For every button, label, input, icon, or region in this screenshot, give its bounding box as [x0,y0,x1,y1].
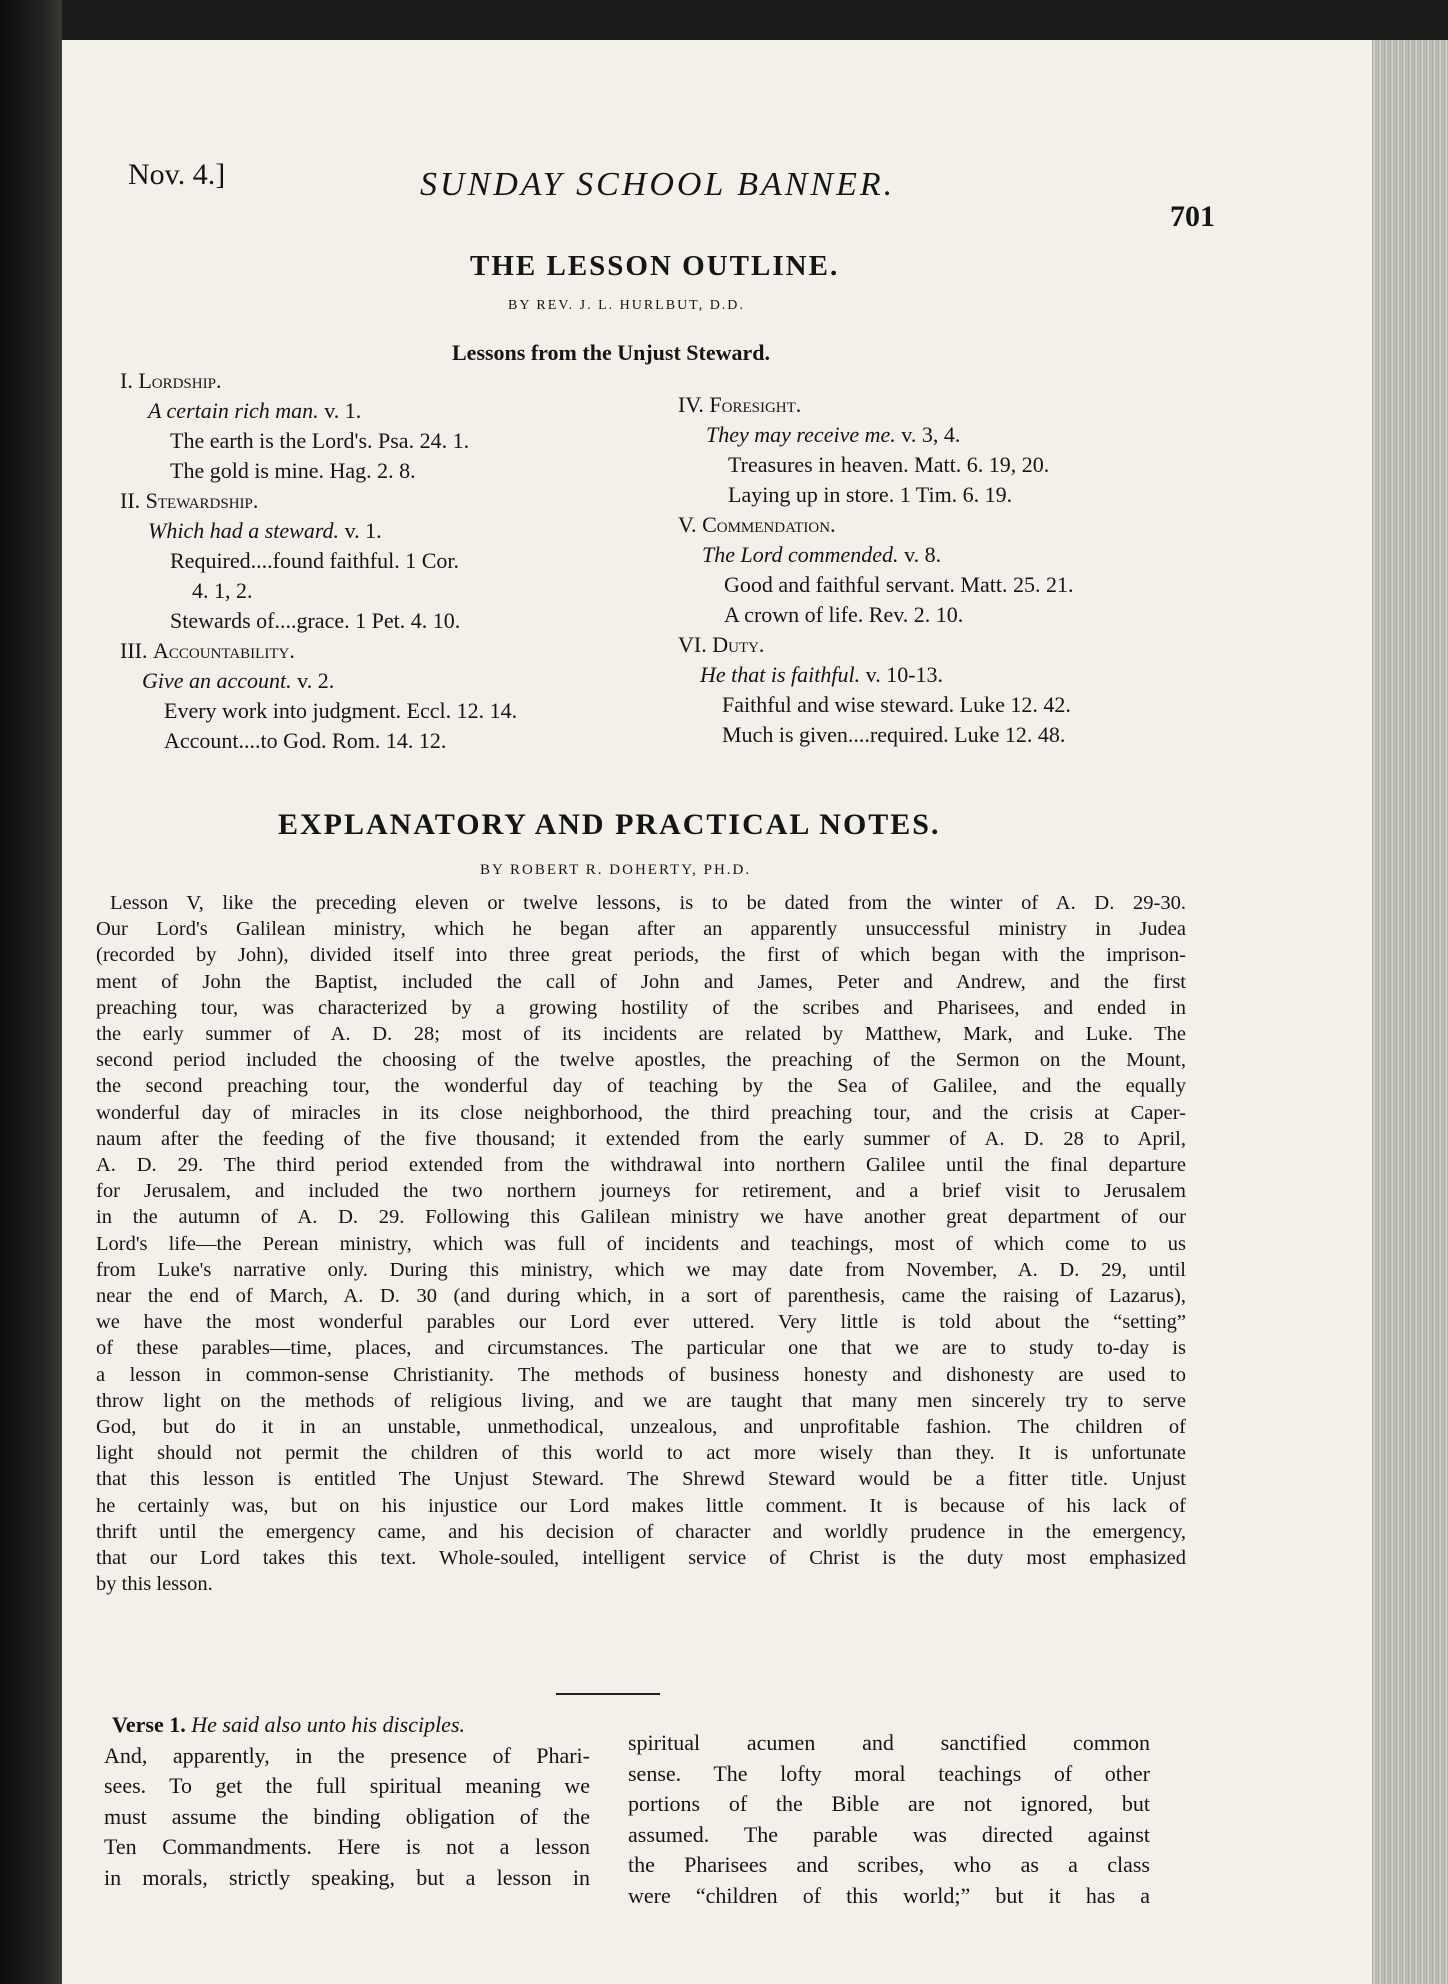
outline-text-line: They may receive me. v. 3, 4. [706,422,961,447]
column-line: assumed. The parable was directed against [628,1821,1150,1847]
paragraph-line: near the end of March, A. D. 30 (and during which, in a sort of parenthesis, came the raising of Lazarus), [96,1285,1186,1308]
page-number: 701 [1170,200,1215,233]
paragraph-line: by this lesson. [96,1573,213,1596]
paragraph-line: Lord's life—the Perean ministry, which was full of incidents and teachings, most of which come to us [96,1232,1186,1255]
paragraph-line: from Luke's narrative only. During this ministry, which we may date from November, A. D. 29, until [96,1258,1186,1281]
verse-left-column [104,1710,590,1893]
outline-left-column [120,366,660,756]
column-line: sees. To get the full spiritual meaning we [104,1773,590,1798]
outline-ref: Faithful and wise steward. Luke 12. 42. [722,692,1071,717]
outline-text-line: Which had a steward. v. 1. [148,518,382,543]
paragraph-line: of these parables—time, places, and circumstances. The particular one that we are to study to-day is [96,1337,1186,1360]
paragraph-line: God, but do it in an unstable, unmethodical, unzealous, and unprofitable fashion. The children of [96,1416,1186,1439]
outline-ref: Laying up in store. 1 Tim. 6. 19. [728,482,1013,507]
outline-text-line: A certain rich man. v. 1. [148,398,362,423]
outline-ref: The gold is mine. Hag. 2. 8. [170,458,416,483]
notes-title: EXPLANATORY AND PRACTICAL NOTES. [278,808,941,841]
notes-paragraph [96,890,1186,1597]
paragraph-line: for Jerusalem, and included the two northern journeys for retirement, and a brief visit to Jerusalem [96,1180,1186,1203]
outline-ref: Good and faithful servant. Matt. 25. 21. [724,572,1074,597]
paragraph-line: second period included the choosing of the twelve apostles, the preaching of the Sermon on the Mount, [96,1049,1186,1072]
outline-text-line: Give an account. v. 2. [142,668,335,693]
paragraph-line: the early summer of A. D. 28; most of its incidents are related by Matthew, Mark, and Luke. The [96,1023,1186,1046]
paragraph-line: the second preaching tour, the wonderful day of teaching by the Sea of Galilee, and the equally [96,1075,1186,1098]
publication-title: SUNDAY SCHOOL BANNER. [420,166,896,203]
verse-label: Verse 1. [112,1712,186,1737]
outline-ref: Stewards of....grace. 1 Pet. 4. 10. [170,608,461,633]
column-line: sense. The lofty moral teachings of other [628,1760,1150,1786]
column-line: in morals, strictly speaking, but a lesson in [104,1864,590,1890]
outline-title: THE LESSON OUTLINE. [470,250,840,282]
column-line: portions of the Bible are not ignored, but [628,1791,1150,1816]
outline-item: II. Stewardship. [120,488,259,513]
outline-item: IV. Foresight. [678,392,802,417]
paragraph-line: we have the most wonderful parables our Lord ever uttered. Very little is told about the “setting” [96,1311,1186,1334]
paragraph-line: Our Lord's Galilean ministry, which he began after an apparently unsuccessful ministry in Judea [96,918,1186,941]
paragraph-line: throw light on the methods of religious living, and we are taught that many men sincerely try to serve [96,1389,1186,1412]
outline-ref: 4. 1, 2. [192,578,253,603]
verse-heading-line [104,1710,590,1741]
verse-quote: He said also unto his disciples. [191,1712,466,1737]
paragraph-line: light should not permit the children of this world to act more wisely than they. It is unfortunate [96,1442,1186,1465]
paragraph-line: a lesson in common-sense Christianity. The methods of business honesty and dishonesty are used to [96,1363,1186,1386]
paragraph-line: he certainly was, but on his injustice our Lord makes little comment. It is because of his lack of [96,1494,1186,1517]
notes-byline: BY ROBERT R. DOHERTY, PH.D. [480,862,752,878]
outline-item: V. Commendation. [678,512,836,537]
paragraph-line: preaching tour, was characterized by a growing hostility of the scribes and Pharisees, and ended in [96,996,1186,1019]
column-line: must assume the binding obligation of the [104,1803,590,1829]
outline-ref: Account....to God. Rom. 14. 12. [164,728,447,753]
outline-ref: A crown of life. Rev. 2. 10. [724,602,964,627]
outline-ref: Much is given....required. Luke 12. 48. [722,722,1066,747]
outline-item: VI. Duty. [678,632,765,657]
column-line: spiritual acumen and sanctified common [628,1730,1150,1755]
outline-text-line: He that is faithful. v. 10-13. [700,662,944,687]
section-divider [556,1693,660,1695]
scan-top-edge [62,0,1448,40]
outline-right-column [678,390,1218,750]
column-line: the Pharisees and scribes, who as a class [628,1852,1150,1877]
verse-right-column [628,1728,1150,1911]
paragraph-line: in the autumn of A. D. 29. Following this Galilean ministry we have another great department of our [96,1206,1186,1229]
outline-text-line: The Lord commended. v. 8. [702,542,942,567]
paragraph-line: naum after the feeding of the five thousand; it extended from the early summer of A. D. 28 to April, [96,1127,1186,1150]
outline-ref: Treasures in heaven. Matt. 6. 19, 20. [728,452,1050,477]
outline-ref: Required....found faithful. 1 Cor. [170,548,460,573]
issue-date: Nov. 4.] [128,158,226,191]
outline-ref: The earth is the Lord's. Psa. 24. 1. [170,428,470,453]
paragraph-line: thrift until the emergency came, and his decision of character and worldly prudence in the emergency, [96,1520,1186,1543]
paragraph-line: A. D. 29. The third period extended from the withdrawal into northern Galilee until the final departure [96,1154,1186,1177]
paragraph-line: that our Lord takes this text. Whole-souled, intelligent service of Christ is the duty most emphasized [96,1547,1186,1570]
paragraph-line: wonderful day of miracles in its close neighborhood, the third preaching tour, and the crisis at Caper- [96,1101,1186,1124]
paragraph-line: (recorded by John), divided itself into three great periods, the first of which began with the imprison- [96,944,1186,967]
paragraph-line: ment of John the Baptist, included the call of John and James, Peter and Andrew, and the first [96,970,1186,993]
page-fore-edge [1372,40,1448,1984]
column-line: Ten Commandments. Here is not a lesson [104,1834,590,1859]
outline-byline: BY REV. J. L. HURLBUT, D.D. [508,298,745,313]
paragraph-line: Lesson V, like the preceding eleven or twelve lessons, is to be dated from the winter of A. D. 29-30. [110,892,1186,914]
paragraph-line: that this lesson is entitled The Unjust Steward. The Shrewd Steward would be a fitter title. Unjust [96,1468,1186,1491]
column-line: were “children of this world;” but it has a [628,1882,1150,1908]
outline-subtitle: Lessons from the Unjust Steward. [452,340,770,365]
column-line: And, apparently, in the presence of Phari- [104,1742,590,1768]
outline-item: III. Accountability. [120,638,295,663]
outline-ref: Every work into judgment. Eccl. 12. 14. [164,698,518,723]
outline-item: I. Lordship. [120,368,222,393]
book-gutter [0,0,62,1984]
